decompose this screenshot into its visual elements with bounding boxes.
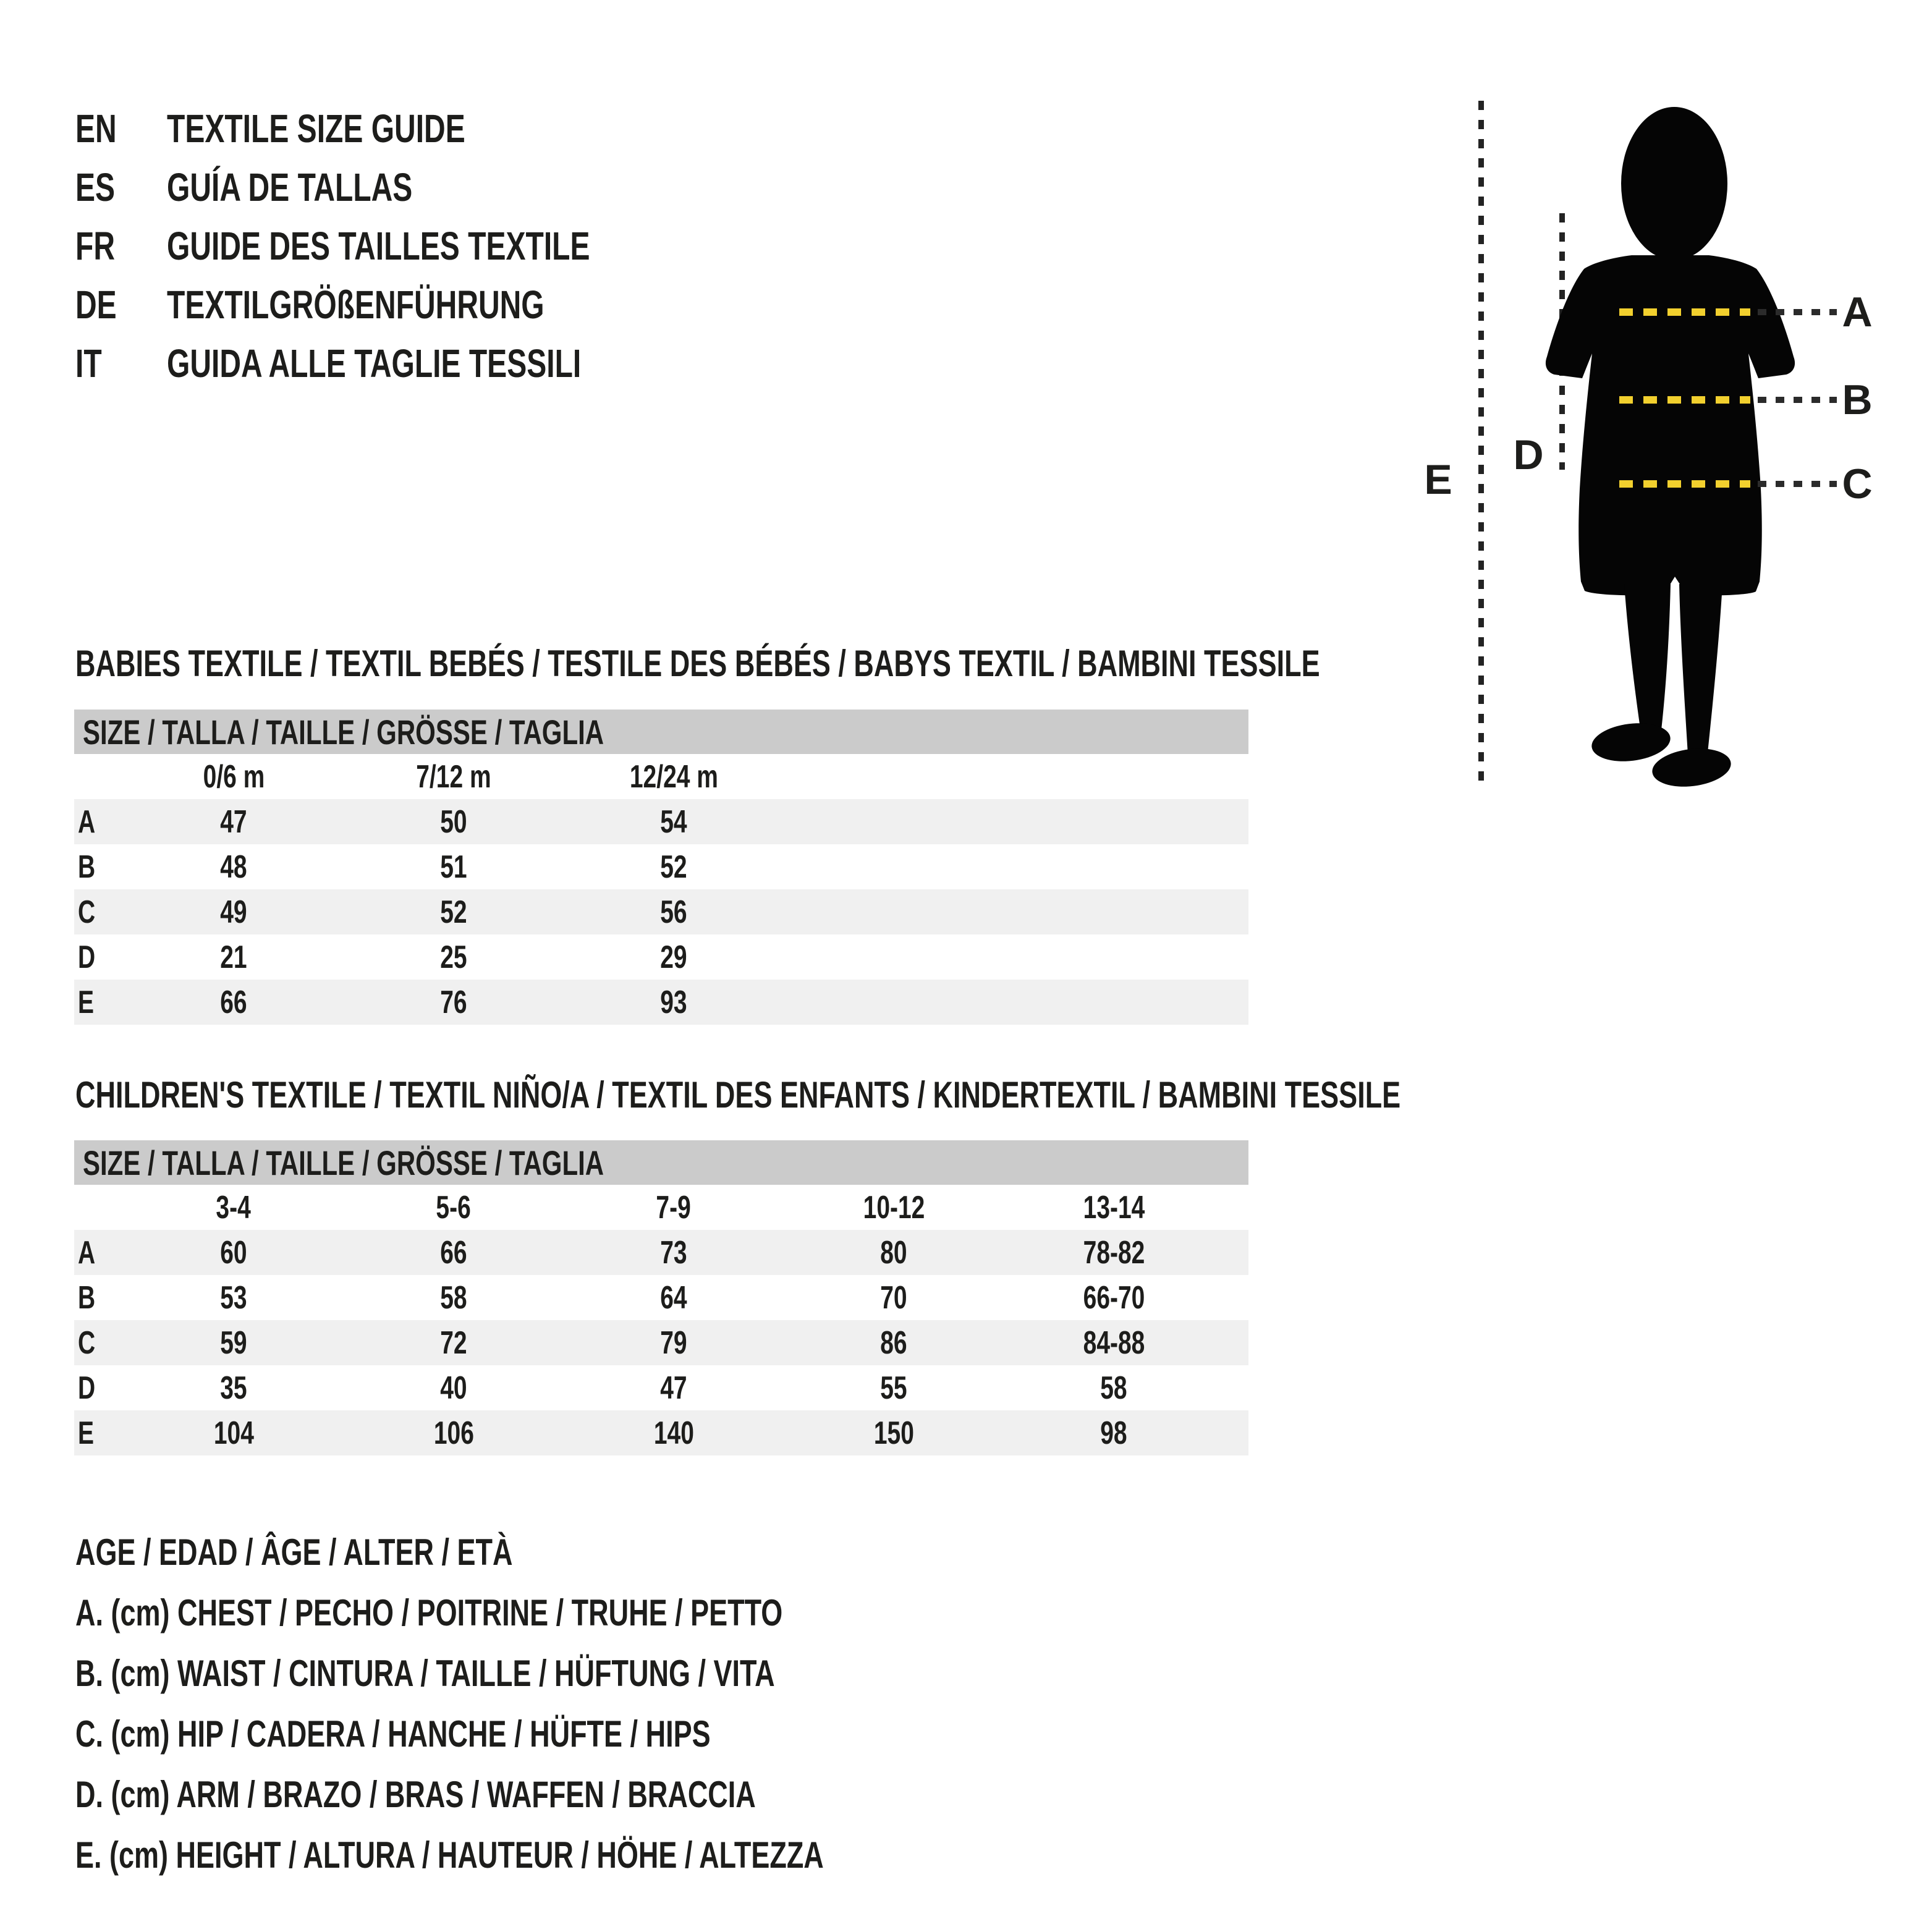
size-value-cell: 84-88 <box>1083 1324 1145 1361</box>
babies-size-header-bar: SIZE / TALLA / TAILLE / GRÖSSE / TAGLIA <box>74 710 1248 754</box>
size-value-cell: 50 <box>440 803 467 840</box>
chest-a-measure-line <box>1619 308 1837 316</box>
size-value-cell: 86 <box>880 1324 907 1361</box>
size-label-column-header <box>74 1185 124 1230</box>
size-value-cell: 35 <box>220 1370 247 1406</box>
row-label: C <box>78 1324 96 1361</box>
size-value-cell: 93 <box>660 984 687 1020</box>
chest-a-dotted-leader <box>1758 309 1837 315</box>
lang-row-fr <box>75 216 731 275</box>
row-label: D <box>78 939 96 975</box>
children-size-table <box>74 1185 1248 1455</box>
size-value-cell: 58 <box>440 1279 467 1316</box>
chest-a-yellow-dashes <box>1619 308 1750 316</box>
lang-row-de <box>75 275 731 334</box>
children-section-title: CHILDREN'S TEXTILE / TEXTIL NIÑO/A / TEXTIL DES ENFANTS / KINDERTEXTIL / BAMBINI TESSILE <box>75 1074 1401 1116</box>
legend-line-hip: C. (cm) HIP / CADERA / HANCHE / HÜFTE / HIPS <box>75 1713 711 1755</box>
table-row <box>74 1275 1248 1320</box>
table-row <box>74 1410 1248 1455</box>
size-value-cell: 76 <box>440 984 467 1020</box>
lang-code-de: DE <box>75 282 117 327</box>
lang-row-es <box>75 158 731 216</box>
size-value-cell: 70 <box>880 1279 907 1316</box>
language-title-block <box>75 99 731 392</box>
size-value-cell: 40 <box>440 1370 467 1406</box>
size-value-cell: 79 <box>660 1324 687 1361</box>
lang-title-es: GUÍA DE TALLAS <box>167 164 413 210</box>
size-column-header: 3-4 <box>216 1189 252 1226</box>
size-value-cell: 53 <box>220 1279 247 1316</box>
row-label: C <box>78 894 96 930</box>
size-value-cell: 66-70 <box>1083 1279 1145 1316</box>
size-value-cell: 150 <box>873 1415 914 1451</box>
size-column-header: 13-14 <box>1083 1189 1145 1226</box>
legend-line-arm: D. (cm) ARM / BRAZO / BRAS / WAFFEN / BRACCIA <box>75 1773 756 1815</box>
row-label: B <box>78 849 96 885</box>
children-size-header-bar: SIZE / TALLA / TAILLE / GRÖSSE / TAGLIA <box>74 1140 1248 1185</box>
lang-code-es: ES <box>75 164 116 210</box>
child-silhouette <box>1539 102 1799 788</box>
table-row <box>74 1230 1248 1275</box>
table-row <box>74 934 1248 980</box>
lang-title-fr: GUIDE DES TAILLES TEXTILE <box>167 223 590 268</box>
table-row <box>74 1320 1248 1365</box>
size-value-cell: 58 <box>1100 1370 1127 1406</box>
size-value-cell: 55 <box>880 1370 907 1406</box>
figure-label-e: E <box>1424 456 1452 503</box>
size-value-cell: 56 <box>660 894 687 930</box>
size-value-cell: 104 <box>213 1415 254 1451</box>
row-label: B <box>78 1279 96 1316</box>
size-column-header: 10-12 <box>863 1189 925 1226</box>
size-value-cell: 140 <box>653 1415 694 1451</box>
legend-line-age: AGE / EDAD / ÂGE / ALTER / ETÀ <box>75 1531 513 1573</box>
babies-size-table <box>74 754 1248 1025</box>
waist-b-yellow-dashes <box>1619 396 1750 404</box>
table-row <box>74 799 1248 844</box>
size-value-cell: 51 <box>440 849 467 885</box>
hip-c-measure-line <box>1619 480 1837 488</box>
waist-b-dotted-leader <box>1758 397 1837 403</box>
lang-title-en: TEXTILE SIZE GUIDE <box>167 106 465 151</box>
size-value-cell: 21 <box>220 939 247 975</box>
lang-code-fr: FR <box>75 223 115 268</box>
size-value-cell: 72 <box>440 1324 467 1361</box>
size-value-cell: 29 <box>660 939 687 975</box>
size-value-cell: 54 <box>660 803 687 840</box>
size-column-header: 7-9 <box>656 1189 692 1226</box>
size-value-cell: 60 <box>220 1234 247 1271</box>
row-label: D <box>78 1370 96 1406</box>
size-value-cell: 106 <box>433 1415 474 1451</box>
measurement-figure <box>1397 80 1932 810</box>
lang-title-de: TEXTILGRÖßENFÜHRUNG <box>167 282 544 327</box>
table-row <box>74 889 1248 934</box>
row-label: E <box>78 984 95 1020</box>
size-value-cell: 47 <box>220 803 247 840</box>
size-value-cell: 73 <box>660 1234 687 1271</box>
lang-code-en: EN <box>75 106 117 151</box>
size-value-cell: 80 <box>880 1234 907 1271</box>
size-value-cell: 47 <box>660 1370 687 1406</box>
size-value-cell: 52 <box>440 894 467 930</box>
size-value-cell: 66 <box>220 984 247 1020</box>
size-value-cell: 52 <box>660 849 687 885</box>
size-value-cell: 66 <box>440 1234 467 1271</box>
figure-label-c: C <box>1842 460 1873 507</box>
figure-label-b: B <box>1842 376 1873 423</box>
lang-row-en <box>75 99 731 158</box>
size-column-header: 0/6 m <box>203 758 265 795</box>
legend-line-chest: A. (cm) CHEST / PECHO / POITRINE / TRUHE / PETTO <box>75 1591 783 1633</box>
measurement-legend <box>75 1522 1073 1885</box>
lang-code-it: IT <box>75 341 102 386</box>
figure-label-a: A <box>1842 289 1873 336</box>
lang-title-it: GUIDA ALLE TAGLIE TESSILI <box>167 341 582 386</box>
babies-column-header-row <box>74 754 1248 799</box>
table-row <box>74 844 1248 889</box>
size-value-cell: 78-82 <box>1083 1234 1145 1271</box>
size-column-header: 12/24 m <box>629 758 718 795</box>
legend-line-waist: B. (cm) WAIST / CINTURA / TAILLE / HÜFTUNG / VITA <box>75 1652 775 1694</box>
table-row <box>74 1365 1248 1410</box>
babies-section-title: BABIES TEXTILE / TEXTIL BEBÉS / TESTILE DES BÉBÉS / BABYS TEXTIL / BAMBINI TESSILE <box>75 643 1320 684</box>
size-value-cell: 48 <box>220 849 247 885</box>
row-label: A <box>78 803 96 840</box>
hip-c-dotted-leader <box>1758 481 1837 487</box>
waist-b-measure-line <box>1619 396 1837 404</box>
size-value-cell: 59 <box>220 1324 247 1361</box>
size-column-header: 5-6 <box>436 1189 472 1226</box>
figure-label-d: D <box>1513 431 1544 478</box>
hip-c-yellow-dashes <box>1619 480 1750 488</box>
children-column-header-row <box>74 1185 1248 1230</box>
size-label-column-header <box>74 754 124 799</box>
lang-row-it <box>75 334 731 392</box>
size-value-cell: 64 <box>660 1279 687 1316</box>
size-value-cell: 98 <box>1100 1415 1127 1451</box>
size-value-cell: 25 <box>440 939 467 975</box>
legend-line-height: E. (cm) HEIGHT / ALTURA / HAUTEUR / HÖHE / ALTEZZA <box>75 1834 824 1876</box>
row-label: A <box>78 1234 96 1271</box>
row-label: E <box>78 1415 95 1451</box>
size-column-header: 7/12 m <box>416 758 491 795</box>
size-value-cell: 49 <box>220 894 247 930</box>
table-row <box>74 980 1248 1025</box>
